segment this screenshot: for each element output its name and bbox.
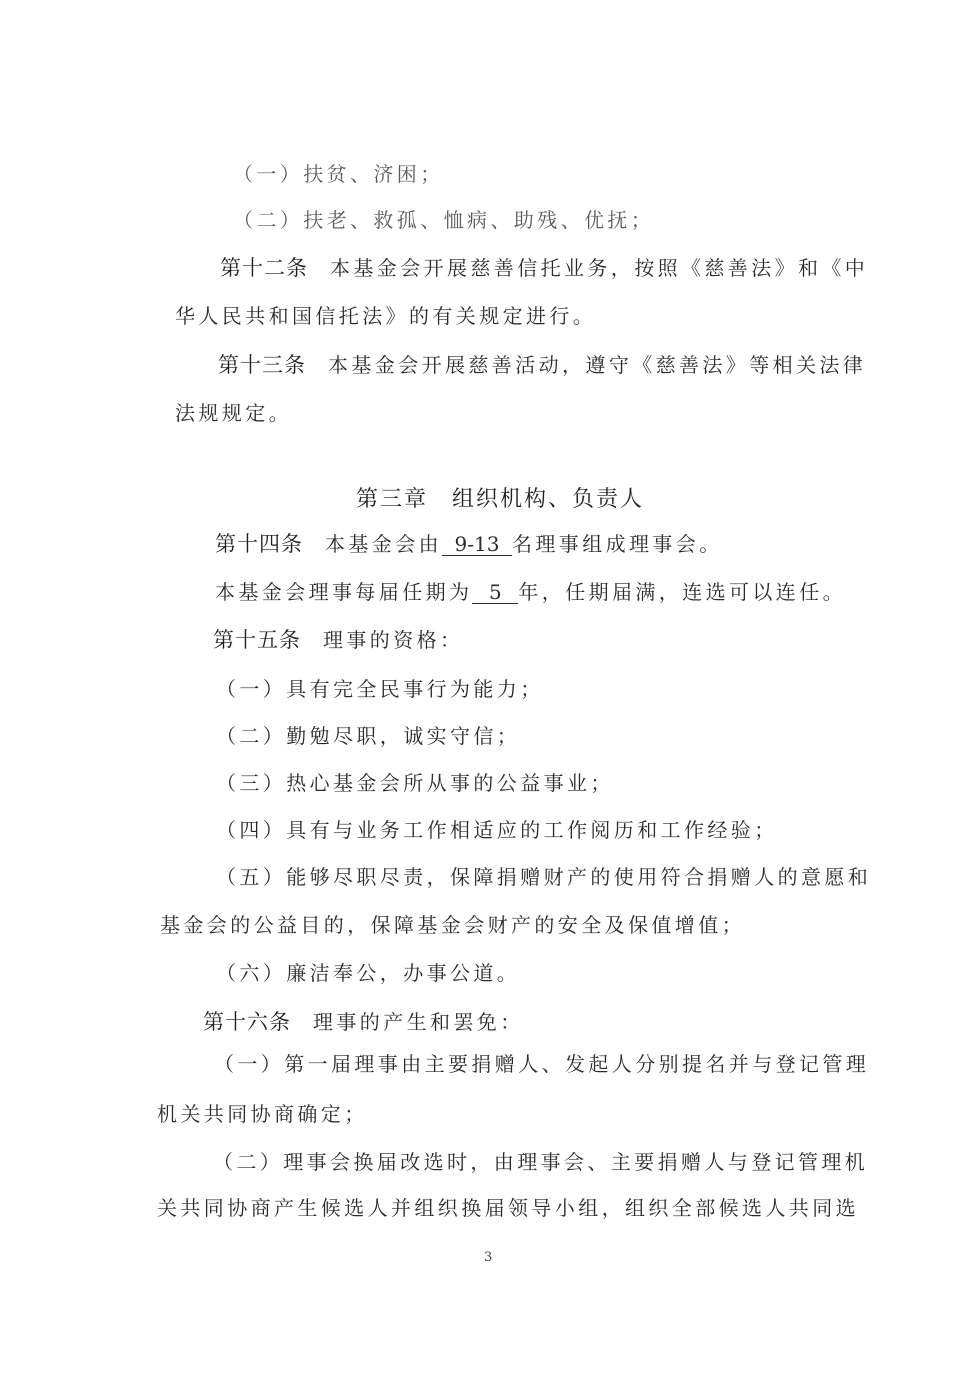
term-line: [215, 580, 846, 604]
director-count: 9-13: [442, 533, 512, 556]
article-13: [218, 353, 866, 377]
procedure-2-continued: 关共同协商产生候选人并组织换届领导小组，组织全部候选人共同选: [157, 1196, 859, 1220]
article-label: 第十二条: [220, 256, 308, 280]
article-label: 第十四条: [215, 532, 303, 556]
qualification-5: （五）能够尽职尽责，保障捐赠财产的使用符合捐赠人的意愿和: [216, 865, 872, 889]
article-13-continued: 法规规定。: [175, 401, 292, 425]
article-14: [215, 532, 723, 556]
qualification-5-continued: 基金会的公益目的，保障基金会财产的安全及保值增值；: [160, 913, 745, 937]
term-text: 年，任期届满，连选可以连任。: [518, 580, 847, 604]
article-text: 本基金会开展慈善活动，遵守《慈善法》等相关法律: [328, 353, 867, 377]
article-12: [220, 256, 868, 280]
procedure-1-continued: 机关共同协商确定；: [157, 1102, 368, 1126]
list-item-elderly: （二）扶老、救孤、恤病、助残、优抚；: [233, 208, 655, 232]
qualification-6: （六）廉洁奉公，办事公道。: [216, 961, 521, 985]
article-text: 本基金会由: [325, 532, 442, 556]
article-text: 理事的资格：: [323, 628, 464, 652]
qualification-3: （三）热心基金会所从事的公益事业；: [216, 771, 614, 795]
article-15: [213, 628, 463, 652]
procedure-1: （一）第一届理事由主要捐赠人、发起人分别提名并与登记管理: [214, 1052, 870, 1076]
article-16: [203, 1010, 524, 1034]
article-text: 本基金会开展慈善信托业务，按照《慈善法》和《中: [330, 256, 869, 280]
article-12-continued: 华人民共和国信托法》的有关规定进行。: [175, 304, 597, 328]
procedure-2: （二）理事会换届改选时，由理事会、主要捐赠人与登记管理机: [213, 1150, 869, 1174]
list-item-poverty: （一）扶贫、济困；: [233, 162, 444, 186]
page-number: 3: [484, 1250, 493, 1265]
chapter-heading: 第三章 组织机构、负责人: [356, 487, 645, 512]
qualification-2: （二）勤勉尽职，诚实守信；: [216, 724, 521, 748]
article-label: 第十三条: [218, 353, 306, 377]
qualification-1: （一）具有完全民事行为能力；: [216, 677, 544, 701]
article-text: 名理事组成理事会。: [512, 532, 723, 556]
article-text: 理事的产生和罢免：: [313, 1010, 524, 1034]
term-years: 5: [472, 581, 518, 604]
term-text: 本基金会理事每届任期为: [215, 580, 473, 604]
article-label: 第十五条: [213, 628, 301, 652]
qualification-4: （四）具有与业务工作相适应的工作阅历和工作经验；: [216, 818, 778, 842]
article-label: 第十六条: [203, 1010, 291, 1034]
